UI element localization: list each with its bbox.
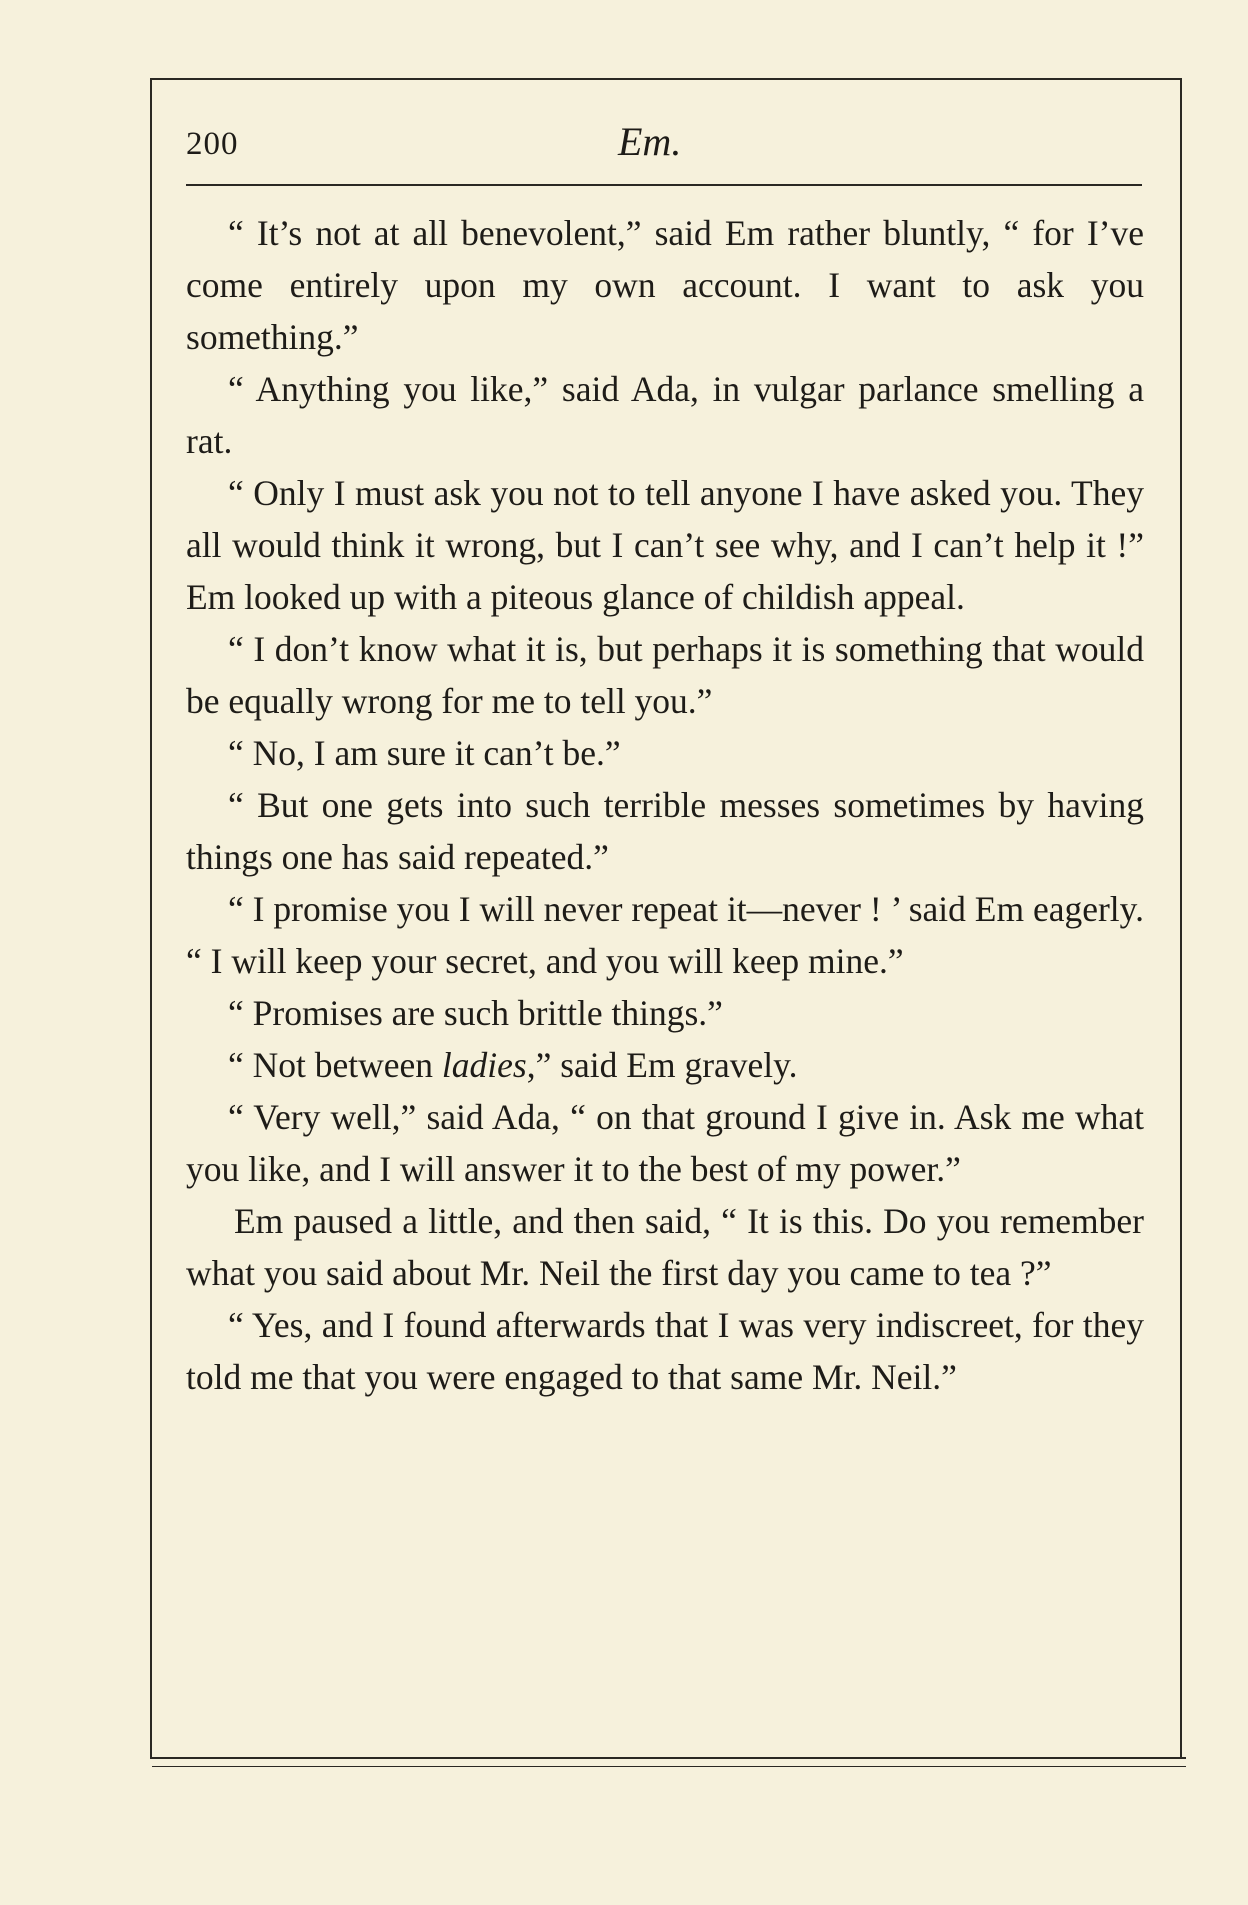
paragraph: “ Promises are such brittle things.” (228, 993, 723, 1033)
paragraph: “ Anything you like,” said Ada, in vulgar parlance smelling a rat. (186, 369, 1144, 461)
paragraph-text: ,” said Em gravely. (526, 1045, 798, 1085)
header-rule (186, 184, 1142, 186)
paragraph: “ Only I must ask you not to tell anyone I have asked you. They all would think it wrong, but I can’t see why, and I can’t help it !” Em looked up with a piteous glance of childish appeal. (186, 473, 1144, 617)
paragraph: “ Very well,” said Ada, “ on that ground I give in. Ask me what you like, and I will answer it to the best of my power.” (186, 1097, 1144, 1189)
page-number: 200 (186, 126, 239, 162)
body-text (186, 207, 1144, 1403)
frame-bottom-rule-inner (152, 1766, 1186, 1767)
frame-bottom-rule (150, 1757, 1186, 1759)
running-title: Em. (618, 119, 682, 164)
paragraph: “ I promise you I will never repeat it—never ! ’ said Em eagerly. “ I will keep your secret, and you will keep mine.” (186, 889, 1144, 981)
paragraph-text: “ Not between (228, 1045, 442, 1085)
paragraph: “ It’s not at all benevolent,” said Em rather bluntly, “ for I’ve come entirely upon my own account. I want to ask you something.” (186, 213, 1144, 357)
page-header (186, 112, 1144, 172)
paragraph: Em paused a little, and then said, “ It is this. Do you remember what you said about Mr. Neil the first day you came to tea ?” (186, 1201, 1144, 1293)
paragraph: “ But one gets into such terrible messes sometimes by having things one has said repeated.” (186, 785, 1144, 877)
paragraph (186, 1039, 1144, 1091)
paragraph: “ Yes, and I found afterwards that I was very indiscreet, for they told me that you were engaged to that same Mr. Neil.” (186, 1305, 1144, 1397)
italic-word: ladies (441, 1045, 527, 1085)
paragraph: “ I don’t know what it is, but perhaps it is something that would be equally wrong for me to tell you.” (186, 629, 1144, 721)
paragraph: “ No, I am sure it can’t be.” (228, 733, 621, 773)
